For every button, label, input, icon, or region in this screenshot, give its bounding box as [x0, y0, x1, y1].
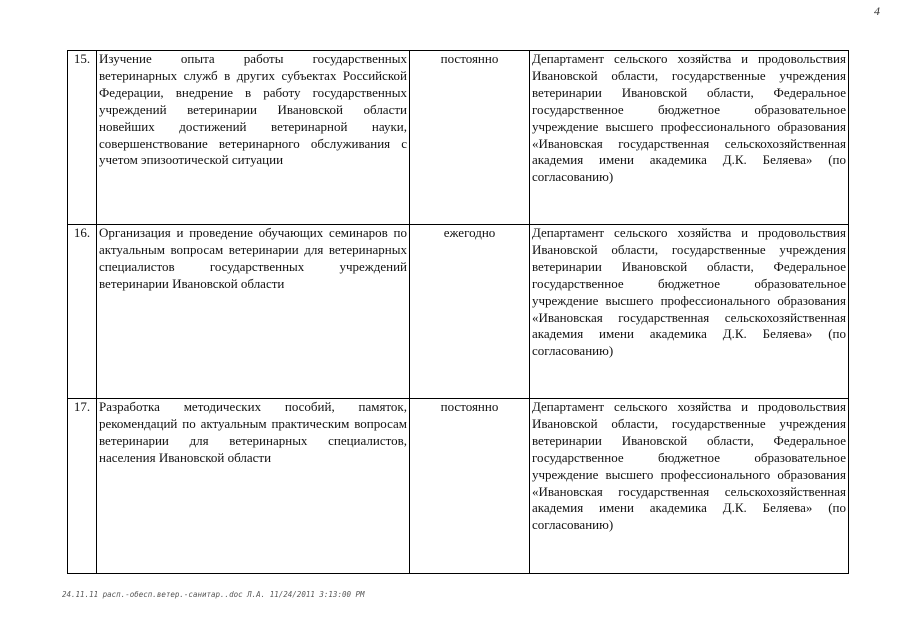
- table-row: [68, 51, 849, 225]
- activity-cell: Разработка методических пособий, памяток, рекомендаций по актуальным практическим вопросам ветеринарии для ветеринарных специалистов, населения Ивановской области: [97, 399, 410, 574]
- activity-cell: Изучение опыта работы государственных ветеринарных служб в других субъектах Российской Федерации, внедрение в работу государственных учреждений ветеринарии Ивановской области новейших достижений ветеринарной науки, совершенствование ветеринарного обслуживания с учетом эпизоотической ситуации: [97, 51, 410, 225]
- activity-cell: Организация и проведение обучающих семинаров по актуальным вопросам ветеринарии для ветеринарных специалистов государственных учреждений ветеринарии Ивановской области: [97, 225, 410, 399]
- page-number: 4: [874, 4, 880, 18]
- table-row: [68, 225, 849, 399]
- period-cell: постоянно: [410, 399, 530, 574]
- responsible-cell: Департамент сельского хозяйства и продовольствия Ивановской области, государственные учреждения ветеринарии Ивановской области, Федеральное государственное бюджетное образовательное учреждение высшего профессионального образования «Ивановская государственная сельскохозяйственная академия имени академика Д.К. Беляева» (по согласованию): [530, 225, 849, 399]
- table-row: [68, 399, 849, 574]
- period-cell: ежегодно: [410, 225, 530, 399]
- row-number: 16.: [68, 225, 97, 399]
- period-cell: постоянно: [410, 51, 530, 225]
- row-number: 15.: [68, 51, 97, 225]
- row-number: 17.: [68, 399, 97, 574]
- document-footer: 24.11.11 расп.-обесп.ветер.-санитар..doc Л.А. 11/24/2011 3:13:00 PM: [62, 590, 365, 599]
- responsible-cell: Департамент сельского хозяйства и продовольствия Ивановской области, государственные учреждения ветеринарии Ивановской области, Федеральное государственное бюджетное образовательное учреждение высшего профессионального образования «Ивановская государственная сельскохозяйственная академия имени академика Д.К. Беляева» (по согласованию): [530, 399, 849, 574]
- measures-table: [67, 50, 849, 574]
- responsible-cell: Департамент сельского хозяйства и продовольствия Ивановской области, государственные учреждения ветеринарии Ивановской области, Федеральное государственное бюджетное образовательное учреждение высшего профессионального образования «Ивановская государственная сельскохозяйственная академия имени академика Д.К. Беляева» (по согласованию): [530, 51, 849, 225]
